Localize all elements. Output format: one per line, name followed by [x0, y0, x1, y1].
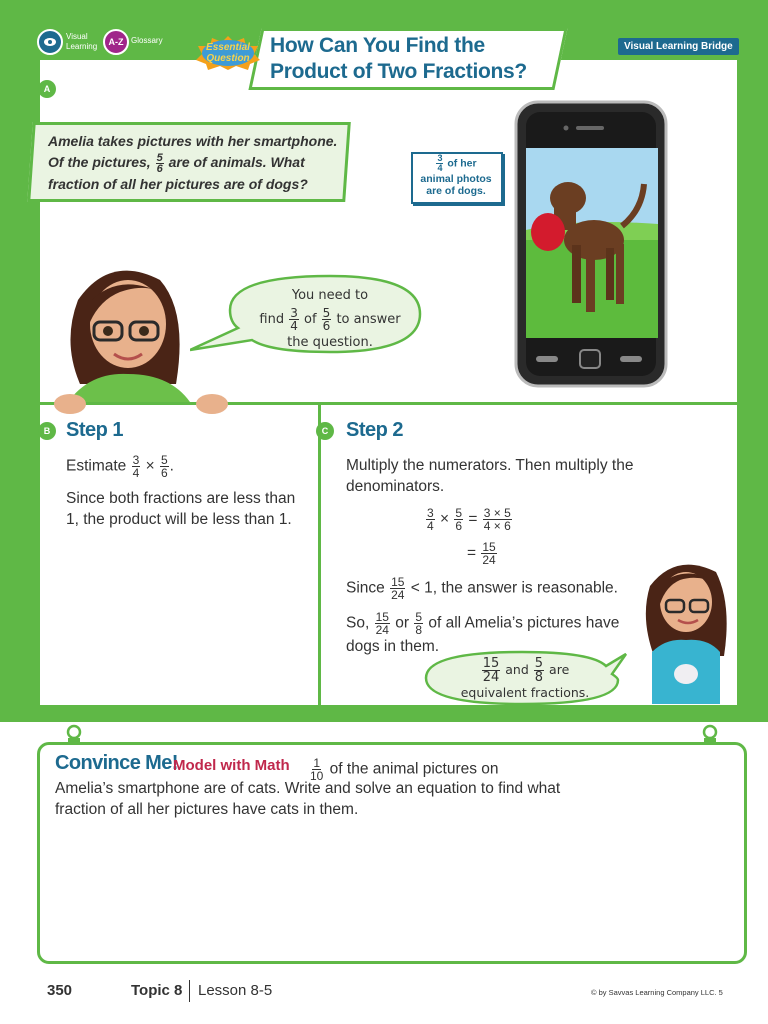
step2-text: Multiply the numerators. Then multiply the denominators. — [346, 457, 634, 495]
step2-equation-1: $\frac{3}{4}$ × $\frac{5}{6}$ = $\frac{3 \times 5}{4 \times 6}$ — [427, 506, 511, 533]
step2-equation-2: = $\frac{15}{24}$ — [467, 540, 496, 567]
fraction-five-sixths: $\frac{5}{6}$ — [156, 151, 163, 175]
glossary-badge: A-Z — [108, 37, 124, 47]
prompt-text: Amelia takes pictures with her smartphone. Of the pictures, $\frac{5}{6}$ are of animals. What fraction of all her pictures are of dogs? — [48, 133, 338, 192]
glossary-icon[interactable] — [103, 29, 129, 55]
convince-me-text-2: Amelia’s smartphone are of cats. Write and solve an equation to find what fraction of all her pictures have cats in them. — [55, 780, 561, 818]
step2-reasonable: Since $\frac{15}{24}$ < 1, the answer is reasonable. — [346, 575, 618, 602]
marker-c: C — [316, 422, 334, 440]
convince-me-title: Convince Me! — [55, 752, 178, 774]
essential-question-text: Essential Question — [206, 42, 250, 64]
smartphone-illustration — [514, 100, 668, 388]
visual-learning-label[interactable]: Visual Learning — [66, 32, 98, 51]
amelia-illustration-2 — [636, 556, 734, 704]
footer-divider — [189, 980, 190, 1002]
step1-heading: Step 1 — [66, 419, 124, 441]
step1-estimate: Estimate $\frac{3}{4}$ × $\frac{5}{6}$ . — [66, 453, 174, 480]
copyright: © by Savvas Learning Company LLC. 5 — [591, 988, 723, 997]
step2-conclusion: So, $\frac{15}{24}$ or $\frac{5}{8}$ of all Amelia’s pictures have dogs in them. — [346, 610, 620, 655]
eye-icon[interactable] — [37, 29, 63, 55]
page-number: 350 — [47, 982, 73, 999]
divider-vertical — [318, 404, 321, 706]
speech-bubble-1-text: You need to find $\frac{3}{4}$ of $\frac{5}{6}$ to answer the question. — [259, 288, 401, 350]
visual-learning-bridge-tag: Visual Learning Bridge — [618, 38, 739, 55]
marker-a: A — [38, 80, 56, 98]
step1-text: Since both fractions are less than 1, the product will be less than 1. — [66, 490, 296, 528]
marker-b: B — [38, 422, 56, 440]
lesson-label: Lesson 8-5 — [198, 982, 273, 999]
convince-me-text-1: $\frac{1}{10}$ of the animal pictures on — [310, 756, 499, 783]
topic-label: Topic 8 — [131, 982, 183, 999]
glossary-label[interactable]: Glossary — [131, 36, 163, 45]
page-title: How Can You Find the Product of Two Fractions? — [270, 34, 527, 83]
speech-bubble-2-text: $\frac{15}{24}$ and $\frac{5}{8}$ are equivalent fractions. — [460, 656, 590, 700]
callout-text: $\frac{3}{4}$ of her animal photos are of dogs. — [420, 153, 492, 197]
step2-heading: Step 2 — [346, 419, 404, 441]
model-with-math-label: Model with Math — [173, 757, 290, 774]
